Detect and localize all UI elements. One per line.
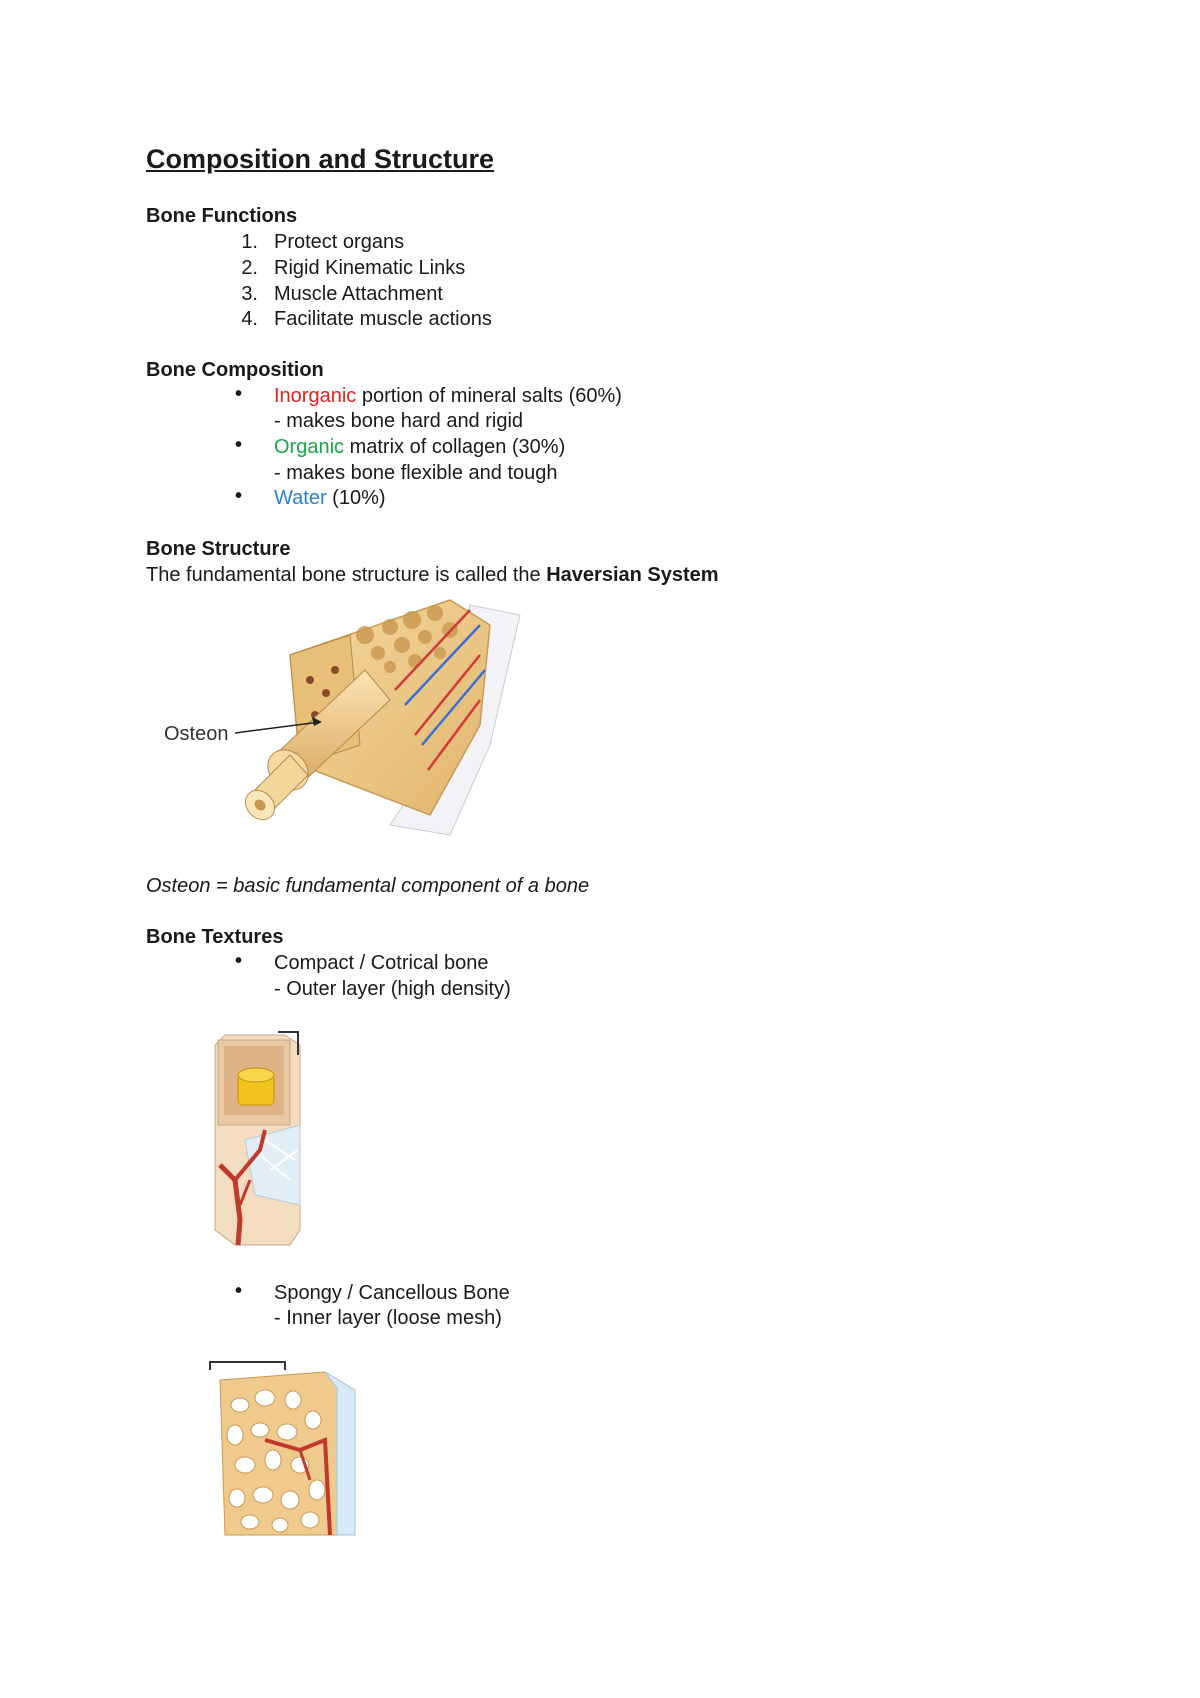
spongy-bone-sub: - Inner layer (loose mesh) — [274, 1307, 502, 1329]
list-item: Muscle Attachment — [274, 283, 443, 305]
compact-bone-sub: - Outer layer (high density) — [274, 978, 511, 1000]
haversian-system-term: Haversian System — [546, 564, 719, 586]
water-line — [274, 487, 386, 510]
structure-sentence — [146, 564, 719, 587]
bone-functions-heading: Bone Functions — [146, 205, 298, 227]
inorganic-key: Inorganic — [274, 385, 357, 407]
compact-bone-figure — [210, 1030, 320, 1255]
compact-bone-label: Compact / Cotrical bone — [274, 952, 489, 974]
bone-textures-heading: Bone Textures — [146, 926, 284, 948]
organic-key: Organic — [274, 436, 345, 458]
water-key: Water — [274, 487, 327, 509]
bullet: • — [235, 1280, 243, 1302]
bullet: • — [235, 485, 243, 507]
list-item: Rigid Kinematic Links — [274, 257, 466, 279]
inorganic-text: portion of mineral salts (60%) — [356, 385, 622, 407]
inorganic-sub: - makes bone hard and rigid — [274, 410, 524, 432]
list-number: 3. — [241, 283, 258, 305]
list-item: Protect organs — [274, 231, 405, 253]
spongy-bone-label: Spongy / Cancellous Bone — [274, 1282, 510, 1304]
bone-structure-heading: Bone Structure — [146, 538, 291, 560]
list-number: 4. — [241, 308, 258, 330]
bone-composition-heading: Bone Composition — [146, 359, 324, 381]
inorganic-line — [274, 385, 622, 408]
list-item: Facilitate muscle actions — [274, 308, 492, 330]
bullet: • — [235, 950, 243, 972]
osteon-figure — [150, 595, 530, 845]
organic-text: matrix of collagen (30%) — [344, 436, 566, 458]
list-number: 1. — [241, 231, 258, 253]
page-title: Composition and Structure — [146, 144, 495, 174]
bullet: • — [235, 434, 243, 456]
organic-sub: - makes bone flexible and tough — [274, 462, 558, 484]
water-text: (10%) — [326, 487, 386, 509]
osteon-label: Osteon — [164, 723, 229, 745]
list-number: 2. — [241, 257, 258, 279]
structure-sentence-text: The fundamental bone structure is called the — [146, 564, 547, 586]
osteon-caption: Osteon = basic fundamental component of a bone — [146, 875, 590, 897]
organic-line — [274, 436, 565, 459]
spongy-bone-figure — [205, 1360, 375, 1540]
bullet: • — [235, 383, 243, 405]
